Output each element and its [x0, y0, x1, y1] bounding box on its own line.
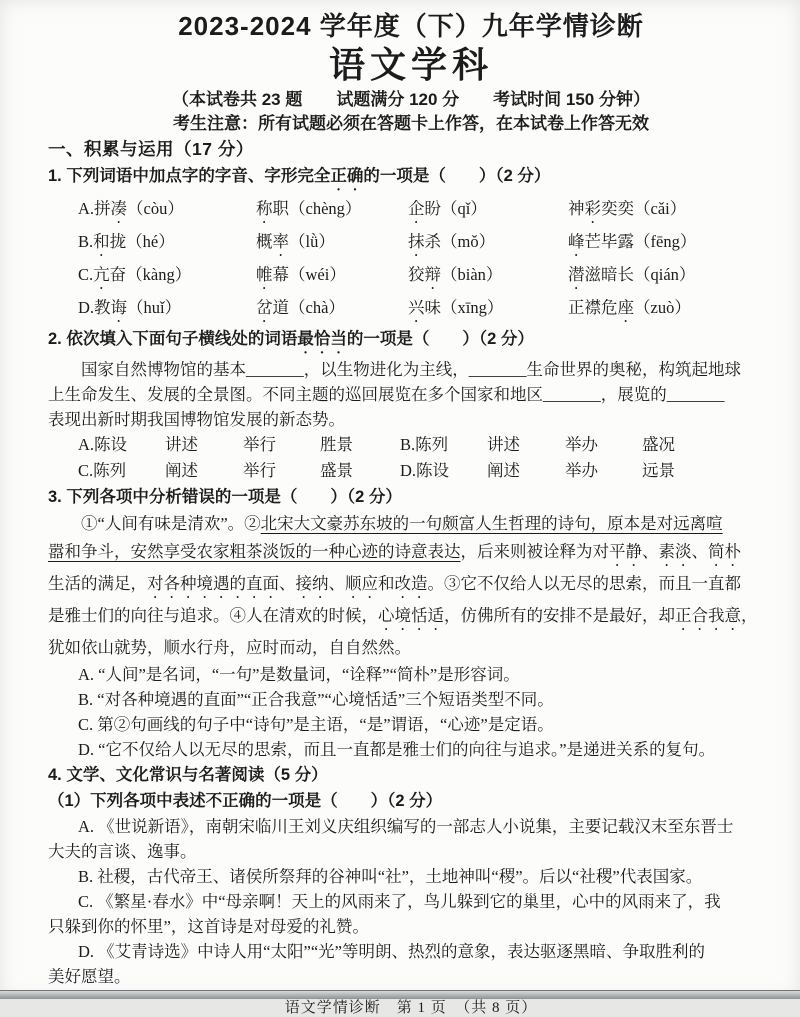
- q1-a-word-2: 称职（chèng）: [256, 199, 362, 218]
- q1-d-word-4: 正襟危座（zuò）: [568, 298, 691, 317]
- q1-c-word-2: 帷幕（wéi）: [256, 265, 346, 284]
- q2-c-word-2: 阐述: [165, 461, 198, 480]
- q2-option-row-cd: [48, 458, 774, 484]
- q1-a-word-3: 企盼（qǐ）: [408, 199, 487, 218]
- q2-a-word-4: 胜景: [320, 435, 353, 454]
- candidate-notice: 考生注意：所有试题必须在答题卡上作答，在本试卷上作答无效: [173, 114, 649, 133]
- q2-a-word-2: 讲述: [165, 435, 198, 454]
- q2-d-word-2: 阐述: [487, 461, 520, 480]
- q1-stem: 1. 下列词语中加点字的字音、字形完全正确的一项是（ ）（2 分）: [48, 167, 551, 185]
- q4-option-a-line-1: A. 《世说新语》，南朝宋临川王刘义庆组织编写的一部志人小说集，主要记载汉末至东晋士: [78, 817, 734, 836]
- q1-b-word-2: 概率（lǜ）: [256, 232, 335, 251]
- page-footer: 语文学情诊断 第 1 页 （共 8 页）: [284, 1000, 538, 1016]
- q3-option-c: C. 第②句画线的句子中“诗句”是主语，“是”谓语，“心迹”是定语。: [78, 715, 554, 734]
- exam-session-title: 2023-2024 学年度（下）九年学情诊断: [178, 11, 644, 41]
- q1-option-row-c: [48, 260, 774, 293]
- q1-a-word-4: 神彩奕奕（cǎi）: [568, 199, 687, 218]
- q2-d-word-4: 远景: [642, 461, 675, 480]
- scan-bottom-edge: [0, 990, 800, 999]
- q4-option-c-line-2: 只躲到你的怀里”，这首诗是对母爱的礼赞。: [48, 917, 369, 936]
- q1-option-row-b: [48, 227, 774, 260]
- q2-d-word-3: 举办: [565, 461, 598, 480]
- subject-title: 语文学科: [328, 44, 493, 85]
- q1-a-word-1: A.拼凑（còu）: [78, 199, 184, 218]
- q1-b-word-3: 抹杀（mǒ）: [408, 232, 496, 251]
- q1-d-word-3: 兴味（xīng）: [408, 298, 504, 317]
- paper-info-line: （本试卷共 23 题 试题满分 120 分 考试时间 150 分钟）: [172, 90, 650, 109]
- q1-c-word-1: C.亢奋（kàng）: [78, 265, 192, 284]
- q2-passage-line-3: 表现出新时期我国博物馆发展的新态势。: [48, 410, 345, 429]
- q4-option-c-line-1: C. 《繁星·春水》中“母亲啊！天上的风雨来了，鸟儿躲到它的巢里，心中的风雨来了，我: [78, 892, 721, 911]
- q2-option-row-ab: [48, 432, 774, 458]
- q4-sub1-stem: （1）下列各项中表述不正确的一项是（ ）（2 分）: [48, 792, 443, 810]
- q1-option-row-a: [48, 194, 774, 227]
- q2-c-label-word: C.陈列: [78, 461, 127, 480]
- q2-passage-line-2: 上生命发生、发展的全景图。不同主题的巡回展览在多个国家和地区_______，展览的_______: [48, 385, 725, 404]
- q2-stem: 2. 依次填入下面句子横线处的词语最恰当的一项是（ ）（2 分）: [48, 330, 534, 348]
- q2-c-word-3: 举行: [243, 461, 276, 480]
- q4-option-b-line-1: B. 社稷，古代帝王、诸侯所祭拜的谷神叫“社”，土地神叫“稷”。后以“社稷”代表国家。: [78, 867, 703, 886]
- q4-option-a-line-2: 大夫的言谈、逸事。: [48, 842, 197, 861]
- q2-d-label-word: D.陈设: [400, 461, 450, 480]
- q2-b-word-3: 举办: [565, 435, 598, 454]
- q1-option-row-d: [48, 293, 774, 326]
- q2-a-label-word: A.陈设: [78, 435, 128, 454]
- q3-option-a: A. “人间”是名词，“一句”是数量词，“诠释”“简朴”是形容词。: [78, 665, 520, 684]
- q3-option-d: D. “它不仅给人以无尽的思索，而且一直都是雅士们的向往与追求。”是递进关系的复句。: [78, 740, 716, 759]
- q1-b-word-1: B.和拢（hé）: [78, 232, 175, 251]
- q3-passage-line-5: 犹如依山就势，顺水行舟，应时而动，自自然然。: [48, 638, 411, 657]
- q3-passage-line-1: ①“人间有味是清欢”。②北宋大文豪苏东坡的一句颇富人生哲理的诗句，原本是对远离喧: [81, 514, 723, 533]
- q3-passage-line-3: 生活的满足，对各种境遇的直面、接纳、顺应和改造。③它不仅给人以无尽的思索，而且一直都: [48, 574, 741, 593]
- q2-a-word-3: 举行: [243, 435, 276, 454]
- q1-c-word-3: 狡辩（biàn）: [408, 265, 503, 284]
- q2-passage-line-1: 国家自然博物馆的基本_______，以生物进化为主线，_______生命世界的奥秘，构筑起地球: [81, 360, 741, 379]
- q1-d-word-2: 岔道（chà）: [256, 298, 345, 317]
- q1-c-word-4: 潜滋暗长（qián）: [568, 265, 696, 284]
- q3-passage-line-2: 嚣和争斗，安然享受农家粗茶淡饭的一种心迹的诗意表达，后来则被诠释为对平静、素淡、简朴: [48, 542, 741, 561]
- q1-b-word-4: 峰芒毕露（fēng）: [568, 232, 697, 251]
- q2-b-word-4: 盛况: [642, 435, 675, 454]
- q3-stem: 3. 下列各项中分析错误的一项是（ ）（2 分）: [48, 488, 402, 506]
- q4-heading: 4. 文学、文化常识与名著阅读（5 分）: [48, 766, 328, 784]
- q2-c-word-4: 盛景: [320, 461, 353, 480]
- q4-option-d-line-2: 美好愿望。: [48, 967, 131, 986]
- section-1-heading: 一、积累与运用（17 分）: [48, 139, 254, 159]
- q2-b-label-word: B.陈列: [400, 435, 449, 454]
- q2-b-word-2: 讲述: [487, 435, 520, 454]
- q1-d-word-1: D.教诲（huǐ）: [78, 298, 182, 317]
- q4-option-d-line-1: D. 《艾青诗选》中诗人用“太阳”“光”等明朗、热烈的意象，表达驱逐黑暗、争取胜利的: [78, 942, 705, 961]
- q3-option-b: B. “对各种境遇的直面”“正合我意”“心境恬适”三个短语类型不同。: [78, 690, 554, 709]
- q3-passage-line-4: 是雅士们的向往与追求。④人在清欢的时候，心境恬适，仿佛所有的安排不是最好，却正合我意，: [48, 606, 758, 625]
